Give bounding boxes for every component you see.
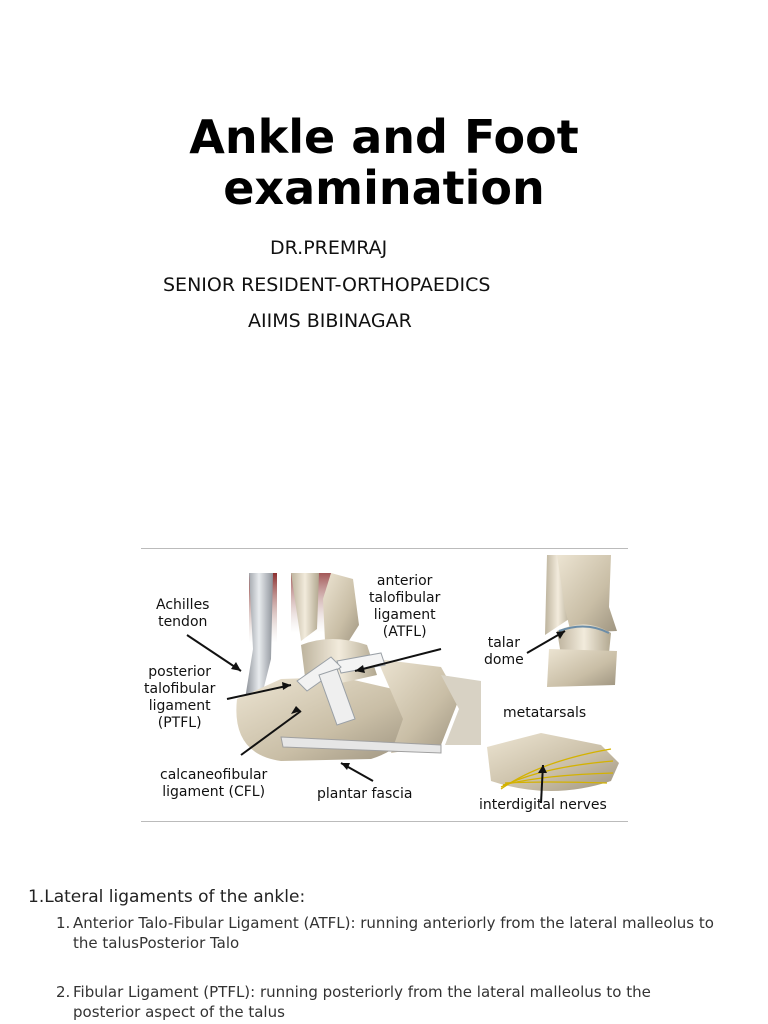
label-cfl: calcaneofibular ligament (CFL) bbox=[160, 767, 268, 800]
ankle-anatomy-figure bbox=[141, 548, 628, 822]
label-talar-dome: talar dome bbox=[484, 635, 524, 668]
list-item-number: 1. bbox=[56, 914, 71, 932]
list-item-text: Anterior Talo-Fibular Ligament (ATFL): running anteriorly from the lateral malleolus to the talusPosterior Talo bbox=[73, 914, 714, 952]
title-line-2: examination bbox=[223, 161, 545, 215]
section-heading: 1.Lateral ligaments of the ankle: bbox=[28, 887, 306, 907]
fibula-right-shape bbox=[557, 555, 617, 633]
label-interdigital-nerves: interdigital nerves bbox=[479, 797, 607, 813]
title-line-1: Ankle and Foot bbox=[189, 110, 579, 164]
talus-right-shape bbox=[547, 649, 617, 687]
list-item-number: 2. bbox=[56, 983, 71, 1001]
list-item-text: Fibular Ligament (PTFL): running posteriorly from the lateral malleolus to the posterior aspect of the talus bbox=[73, 983, 651, 1021]
author-institution: AIIMS BIBINAGAR bbox=[248, 310, 412, 332]
author-role: SENIOR RESIDENT-ORTHOPAEDICS bbox=[163, 274, 491, 296]
label-metatarsals: metatarsals bbox=[503, 705, 587, 721]
label-plantar-fascia: plantar fascia bbox=[317, 786, 413, 802]
page-title bbox=[0, 112, 768, 214]
label-achilles: Achilles tendon bbox=[156, 597, 210, 630]
fibula-shape bbox=[323, 573, 359, 647]
list-item bbox=[56, 913, 716, 953]
list-item bbox=[56, 982, 716, 1022]
label-ptfl: posterior talofibular ligament (PTFL) bbox=[144, 664, 216, 731]
label-atfl: anterior talofibular ligament (ATFL) bbox=[369, 573, 441, 640]
author-name: DR.PREMRAJ bbox=[270, 237, 388, 259]
